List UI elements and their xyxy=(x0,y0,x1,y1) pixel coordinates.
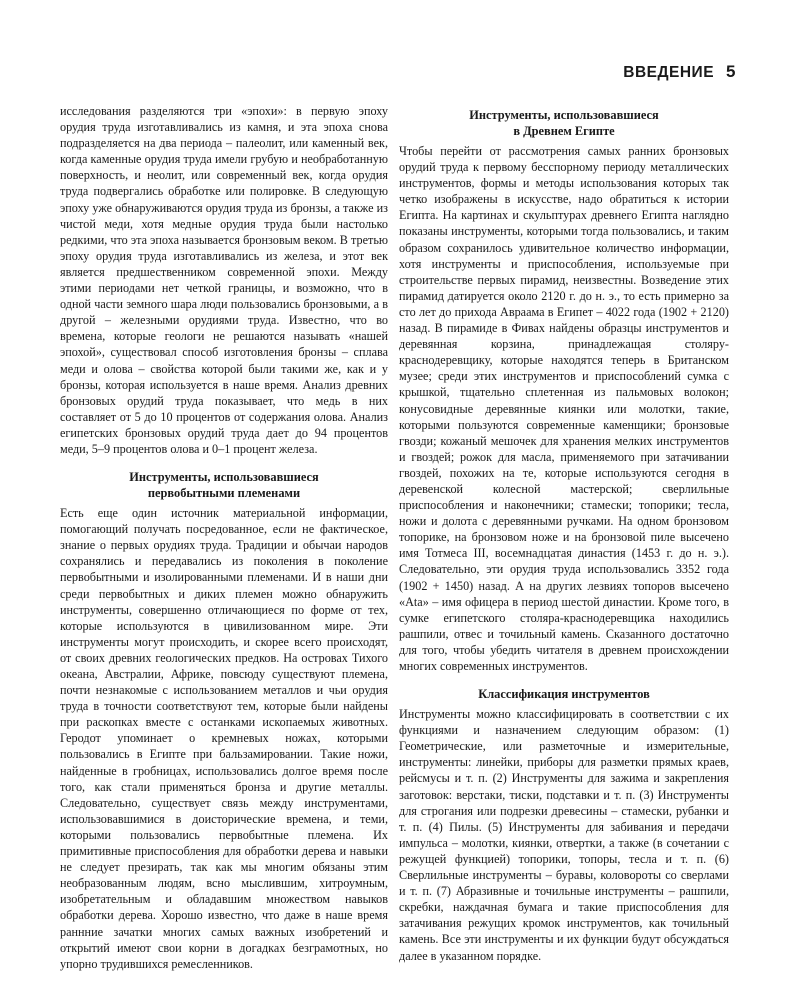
right-column xyxy=(399,107,729,964)
page-number: 5 xyxy=(726,62,736,81)
heading-line: Инструменты, использовавшиеся xyxy=(129,470,319,485)
chapter-title: ВВЕДЕНИЕ xyxy=(623,64,715,81)
running-head xyxy=(60,62,736,82)
heading-line: Инструменты, использовавшиеся xyxy=(469,108,659,122)
paragraph-primitive-tribes: Есть еще один источник материальной информации, помогающий получать посредованное, если не фактическое, знание о первых орудиях труда. Традиции и обычаи народов сохранялись и передавались из поколения в поколение первобытными и изолированными племенами. И в наши дни среди первобытных и диких племен можно обнаружить инструменты, совершенно отличающиеся по форме от тех, которые используются в цивилизованном мире. Эти инструменты могут происходить, и скорее всего происходят, от своих древних геологических предков. На островах Тихого океана, Австралии, Африке, повсюду существуют племена, почти незнакомые с использованием металлов и чьи орудия труда в точности соответствуют тем, которые были найдены при раскопках вместе с останками ископаемых животных. Геродот упоминает о кремневых ножах, которыми пользовались в Египте при бальзамировании. Такие ножи, найденные в гробницах, использовались долгое время после того, как стали применяться бронза и другие металлы. Следовательно, существует связь между инструментами, использовавшимися в доисторические времена, и теми, которыми пользовались первобытные племена. Их примитивные приспособления для обработки дерева и навыки не следует презирать, так как мы многим обязаны этим необразованным людям, всно мыслившим, хитроумным, изобретательным и обладавшим множеством навыков обработки дерева. Хорошо известно, что даже в наше время раннние зачатки многих самых важных изобретений и открытий имеют свои корни в догадках безграмотных, но упорно трудившихся ремесленников. xyxy=(60,506,388,971)
section-heading-classification: Классификация инструментов xyxy=(478,687,650,702)
paragraph-classification: Инструменты можно классифицировать в соответствии с их функциями и назначением следующим образом: (1) Геометрические, или разметочные и измерительные, инструменты: линейки, приборы для разметки прямых краев, рейсмусы и т. п. (2) Инструменты для зажима и закрепления заготовок: верстаки, тиски, подставки и т. п. (3) Инструменты для строгания или подрезки древесины – стамески, рубанки и т. п. (4) Пилы. (5) Инструменты для забивания и передачи импульса – молотки, киянки, отвертки, а также (в сочетании с режущей функцией) топорики, топоры, тесла и т. п. (6) Сверлильные инструменты – буравы, коловороты со сверлами и т. п. (7) Абразивные и точильные инструменты – рашпили, скребки, наждачная бумага и такие приспособления для затачивания режущих кромок инструментов, как точильный камень. Все эти инструменты и их функции будут обсуждаться далее в указанном порядке. xyxy=(399,707,729,963)
heading-line: в Древнем Египте xyxy=(513,124,615,138)
heading-line: первобытными племенами xyxy=(147,486,301,501)
paragraph-ancient-egypt: Чтобы перейти от рассмотрения самых ранних бронзовых орудий труда к первому бесспорному периоду металлических инструментов, формы и методы использования которых так четко изображены в искусстве, надо обратиться к истории Египта. На картинах и скульптурах древнего Египта наглядно показаны инструменты, которыми тогда пользовались, и таким образом сохранилось удивительное количество информации, хотя инструменты и приспособления, используемые при строительстве первых пирамид, неизвестны. Возведение этих пирамид датируется около 2120 г. до н. э., то есть примерно за сто лет до прихода Авраама в Египет – 4022 года (1902 + 2120) назад. В пирамиде в Фивах найдены образцы инструментов и деревянная корзина, принадлежащая столяру-краснодеревщику, которые находятся теперь в Британском музее; среди этих инструментов и приспособлений сумка с крышкой, тщательно сплетенная из пальмовых волокон; конусовидные деревянные киянки или молотки, такие, которыми пользуются современные каменщики; бронзовые гвозди; кожаный мешочек для хранения мелких инструментов и гвоздей; рожок для масла, применяемого при затачивании гвоздей, похожих на те, которые используются сегодня в деревенской колесной мастерской; сверлильные приспособления и наконечники; стамески; топорики; тесла, ножи и долота с деревянными ручками. На одном бронзовом топорике, на бронзовом ноже и на бронзовой пиле высечено имя Тотмеса III, восемнадцатая династия (1453 г. до н. э.). Следовательно, эти орудия труда использовались 3352 года (1902 + 1450) назад. А на других лезвиях топоров высечено «Ata» – имя офицера в период шестой династии. Кроме того, в сумке египетского столяра-краснодеревщика находились рашпили, отвес и точильный камень. Сказанного достаточно для того, чтобы убедить читателя в древнем происхождении многих современных инструментов. xyxy=(399,144,729,673)
paragraph-epochs: исследования разделяются три «эпохи»: в первую эпоху орудия труда изготавливались из камня, и эта эпоха снова подразделяется на два периода – палеолит, или каменный век, когда каменные орудия труда имели грубую и необработанную поверхность, и неолит, или современный век, когда орудия труда подвергались обработке или полировке. В следующую эпоху уже обнаруживаются орудия труда из бронзы, а также из чистой меди, хотя медные орудия труда были настолько редкими, что эта эпоха называется бронзовым веком. В третью эпоху орудия труда изготавливались из железа, и этот век является предшественником современной эпохи. Между этими периодами нет четкой границы, и возможно, что в одной части земного шара люди пользовались бронзовыми, а в другой – железными орудиями труда. Известно, что во времена, которые геологи не решаются называть «нашей эпохой», существовал способ изготовления бронзы – сплава меди и олова – свойства которой были такими же, как и у бронзы, которая используется в наше время. Анализ древних бронзовых орудий труда показывает, что медь в них составляет от 5 до 10 процентов от содержания олова. Анализ египетских бронзовых орудий труда дает до 94 процентов меди, 5–9 процентов олова и 0–1 процент железа. xyxy=(60,104,388,456)
section-heading-ancient-egypt xyxy=(399,107,729,139)
section-heading-primitive-tribes xyxy=(60,469,388,501)
left-column xyxy=(60,103,388,972)
